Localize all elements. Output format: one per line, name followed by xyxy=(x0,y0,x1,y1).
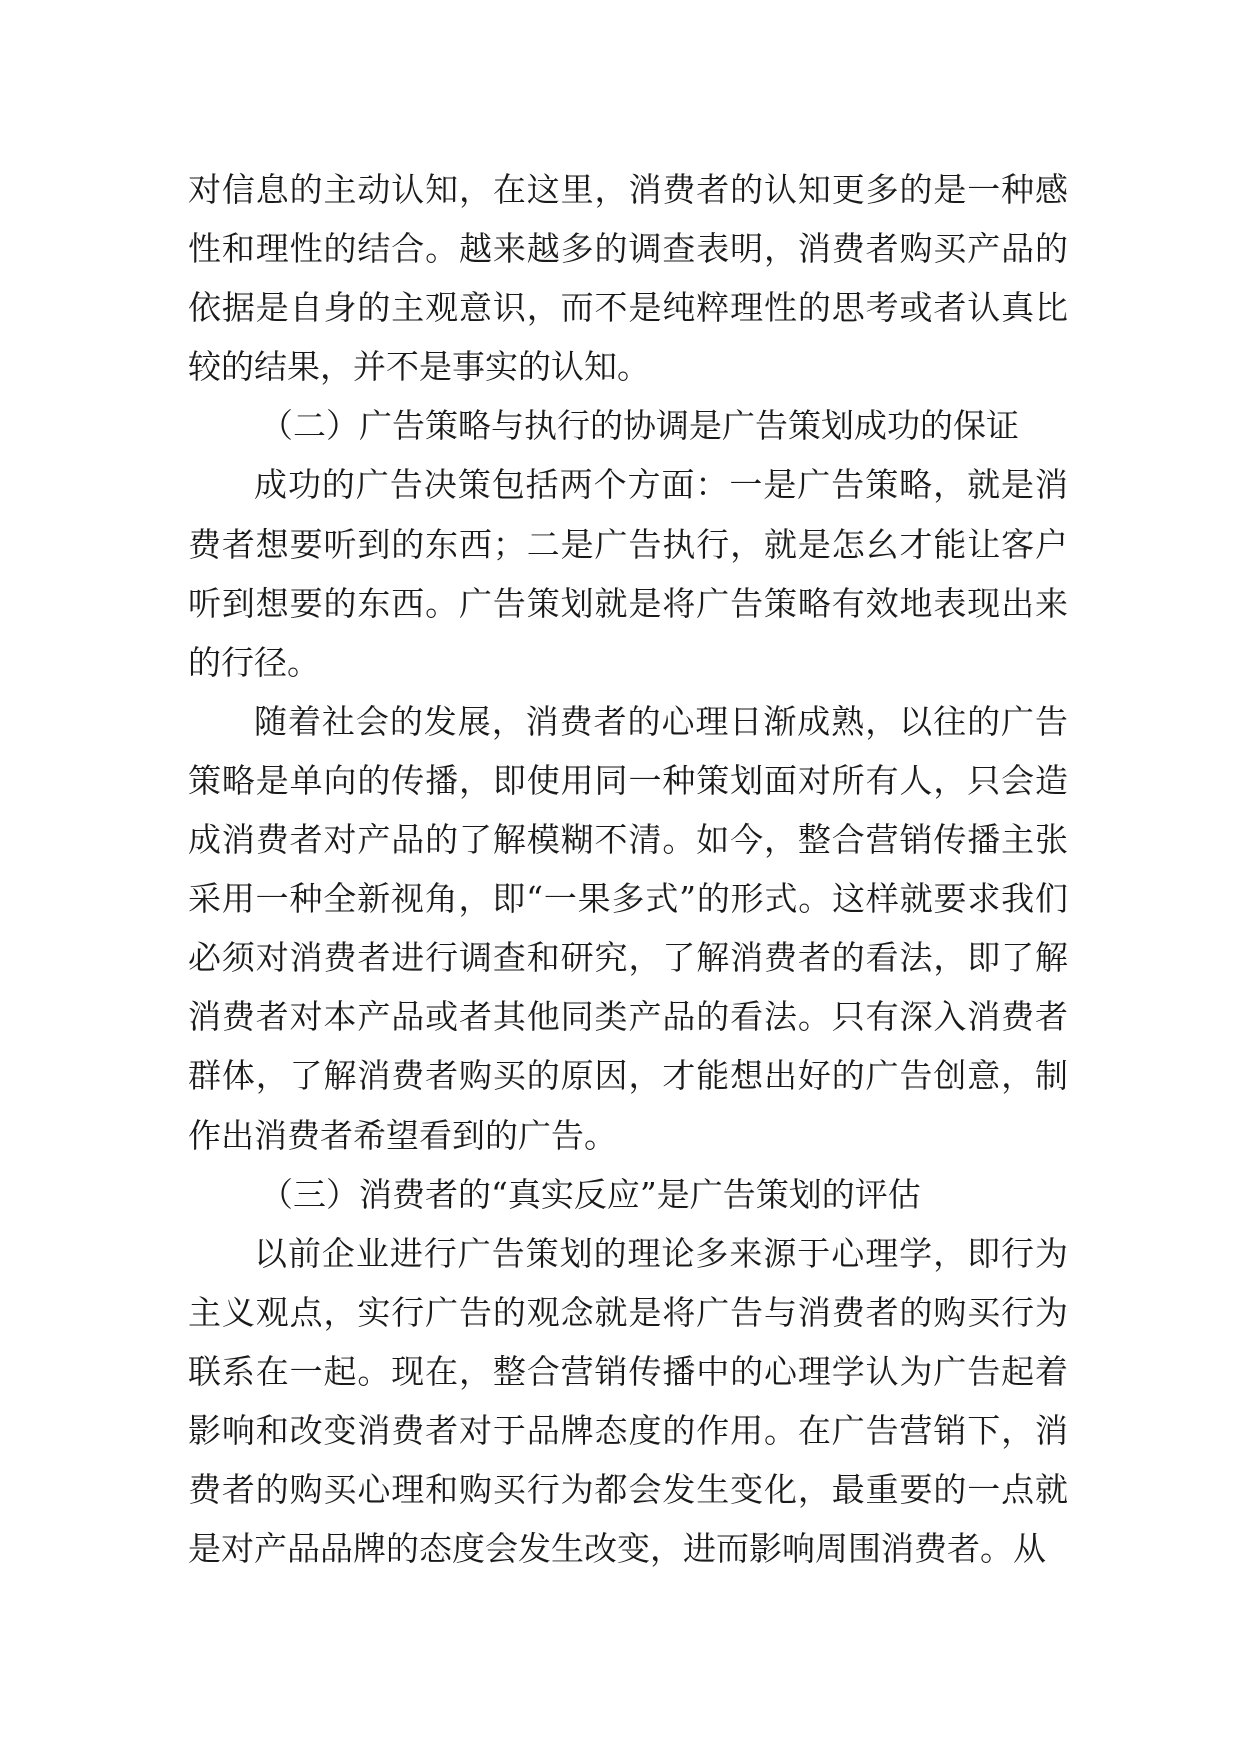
paragraph-psychology: 以前企业进行广告策划的理论多来源于心理学，即行为主义观点，实行广告的观念就是将广告与消费者的购买行为联系在一起。现在，整合营销传播中的心理学认为广告起着影响和改变消费者对于品牌态度的作用。在广告营销下，消费者的购买心理和购买行为都会发生变化，最重要的一点就是对产品品牌的态度会发生改变，进而影响周围消费者。从 xyxy=(188,1233,1068,1569)
paragraph-continued: 对信息的主动认知，在这里，消费者的认知更多的是一种感性和理性的结合。越来越多的调查表明，消费者购买产品的依据是自身的主观意识，而不是纯粹理性的思考或者认真比较的结果，并不是事实的认知。 xyxy=(188,170,1068,387)
body-text xyxy=(188,160,1068,1578)
section-heading-2: （二）广告策略与执行的协调是广告策划成功的保证 xyxy=(260,406,1019,446)
section-heading-3: （三）消费者的“真实反应”是广告策划的评估 xyxy=(260,1174,921,1214)
paragraph-ad-decision: 成功的广告决策包括两个方面：一是广告策略，就是消费者想要听到的东西；二是广告执行，就是怎幺才能让客户听到想要的东西。广告策划就是将广告策略有效地表现出来的行径。 xyxy=(188,465,1068,682)
paragraph-social-development: 随着社会的发展，消费者的心理日渐成熟，以往的广告策略是单向的传播，即使用同一种策划面对所有人，只会造成消费者对产品的了解模糊不清。如今，整合营销传播主张采用一种全新视角，即“一果多式”的形式。这样就要求我们必须对消费者进行调查和研究，了解消费者的看法，即了解消费者对本产品或者其他同类产品的看法。只有深入消费者群体，了解消费者购买的原因，才能想出好的广告创意，制作出消费者希望看到的广告。 xyxy=(188,701,1068,1155)
